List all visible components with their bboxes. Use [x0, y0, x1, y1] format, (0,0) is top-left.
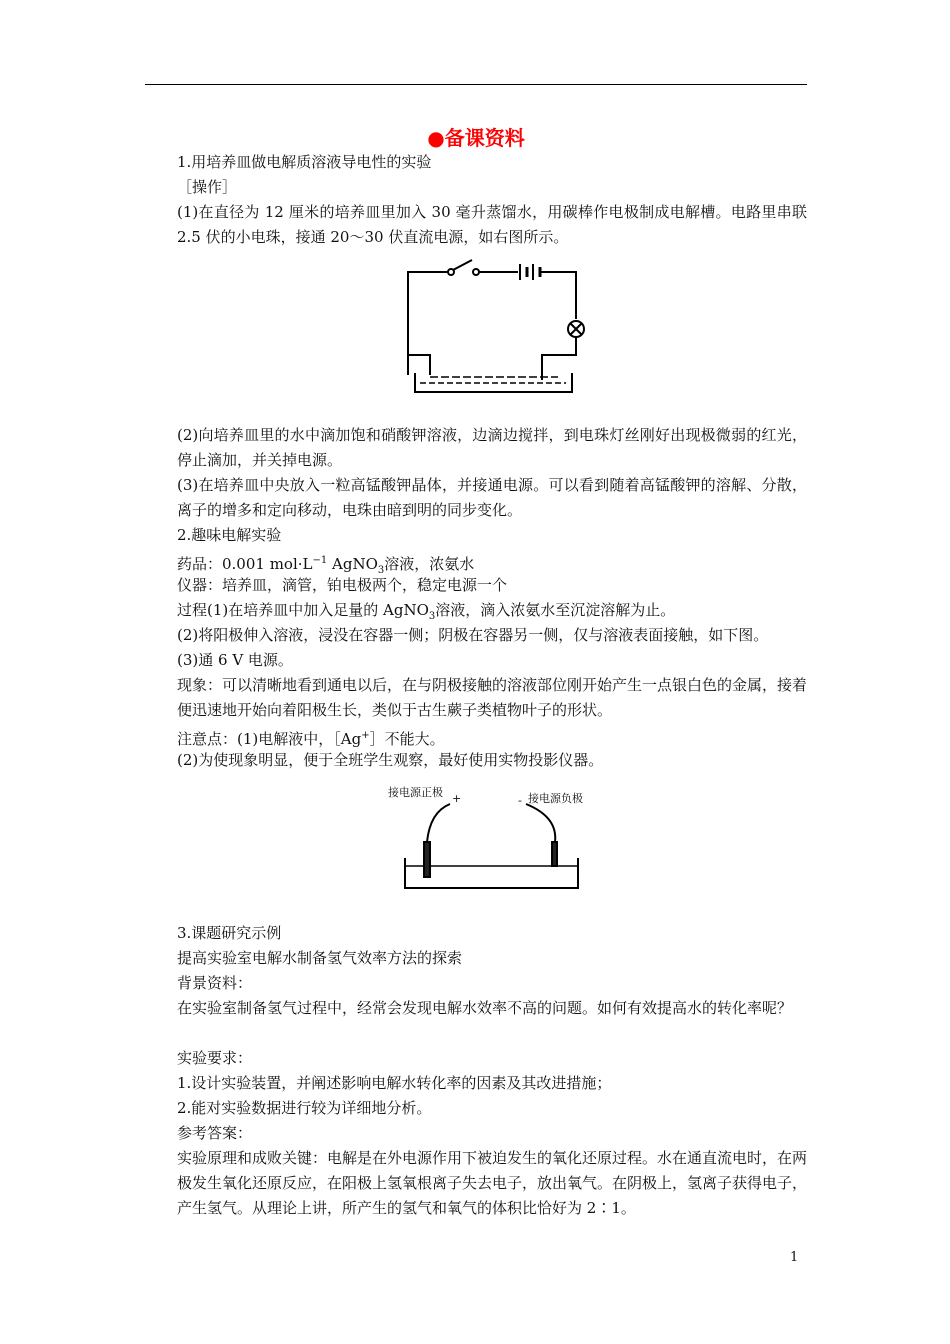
reagents-suffix: 溶液，浓氨水	[384, 555, 475, 573]
note-line-2: (2)为使现象明显，便于全班学生观察，最好使用实物投影仪器。	[177, 751, 604, 769]
procedure-suffix: 溶液，滴入浓氨水至沉淀溶解为止。	[435, 601, 676, 619]
circuit-diagram	[400, 255, 590, 395]
paragraph-step-1: (1)在直径为 12 厘米的培养皿里加入 30 毫升蒸馏水，用碳棒作电极制成电解槽。电路里串联 2.5 伏的小电珠，接通 20～30 伏直流电源，如右图所示。	[177, 203, 807, 246]
reagents-text: 药品：0.001 mol·L	[177, 555, 313, 573]
answer-label: 参考答案：	[177, 1124, 253, 1142]
background-label: 背景资料：	[177, 974, 253, 992]
page-number: 1	[790, 1250, 799, 1265]
operation-label: ［操作］	[177, 178, 238, 196]
paragraph-step-2: (2)向培养皿里的水中滴加饱和硝酸钾溶液，边滴边搅拌，到电珠灯丝刚好出现极微弱的红光，停止滴加，并关掉电源。	[177, 426, 807, 469]
note-suffix: ］不能大。	[369, 730, 445, 748]
procedure-text: 过程(1)在培养皿中加入足量的 AgNO	[177, 601, 429, 619]
requirements-label: 实验要求：	[177, 1049, 253, 1067]
topic-title: 提高实验室电解水制备氢气效率方法的探索	[177, 949, 463, 967]
procedure-line-3: (3)通 6 V 电源。	[177, 651, 293, 669]
requirement-2: 2.能对实验数据进行较为详细地分析。	[177, 1099, 432, 1117]
instruments-line: 仪器：培养皿，滴管，铂电极两个，稳定电源一个	[177, 576, 508, 594]
positive-terminal-label: 接电源正极	[388, 786, 443, 799]
section-heading-3: 3.课题研究示例	[177, 924, 282, 942]
note-text: 注意点：(1)电解液中，［Ag	[177, 730, 362, 748]
section-heading-2: 2.趣味电解实验	[177, 526, 282, 544]
note-superscript: +	[361, 730, 370, 741]
header-rule	[145, 84, 807, 85]
requirement-1: 1.设计实验装置，并阐述影响电解水转化率的因素及其改进措施；	[177, 1074, 612, 1092]
procedure-subscript: 3	[428, 611, 436, 622]
answer-paragraph: 实验原理和成败关键：电解是在外电源作用下被迫发生的氧化还原过程。水在通直流电时，在两极发生氧化还原反应，在阳极上氢氧根离子失去电子，放出氧气。在阴极上，氢离子获得电子，产生氢气。从理论上讲，所产生的氢气和氧气的体积比恰好为 2∶1。	[177, 1149, 808, 1217]
minus-sign: -	[518, 794, 522, 807]
page-title: ●备课资料	[427, 126, 525, 150]
plus-sign: +	[452, 792, 462, 805]
background-paragraph: 在实验室制备氢气过程中，经常会发现电解水效率不高的问题。如何有效提高水的转化率呢？	[177, 999, 793, 1017]
reagents-formula: AgNO	[327, 555, 378, 573]
paragraph-step-3: (3)在培养皿中央放入一粒高锰酸钾晶体，并接通电源。可以看到随着高锰酸钾的溶解、分散，离子的增多和定向移动，电珠由暗到明的同步变化。	[177, 476, 807, 519]
phenomenon-paragraph: 现象：可以清晰地看到通电以后，在与阴极接触的溶液部位刚开始产生一点银白色的金属，接着便迅速地开始向着阳极生长，类似于古生蕨子类植物叶子的形状。	[177, 676, 808, 719]
reagents-subscript: 3	[377, 565, 385, 576]
negative-terminal-label: 接电源负极	[528, 792, 583, 805]
section-heading-1: 1.用培养皿做电解质溶液导电性的实验	[177, 153, 432, 171]
electrolysis-diagram	[388, 782, 590, 894]
procedure-line-2: (2)将阳极伸入溶液，浸没在容器一侧；阴极在容器另一侧，仅与溶液表面接触，如下图。	[177, 626, 769, 644]
reagents-superscript: −1	[312, 555, 328, 566]
